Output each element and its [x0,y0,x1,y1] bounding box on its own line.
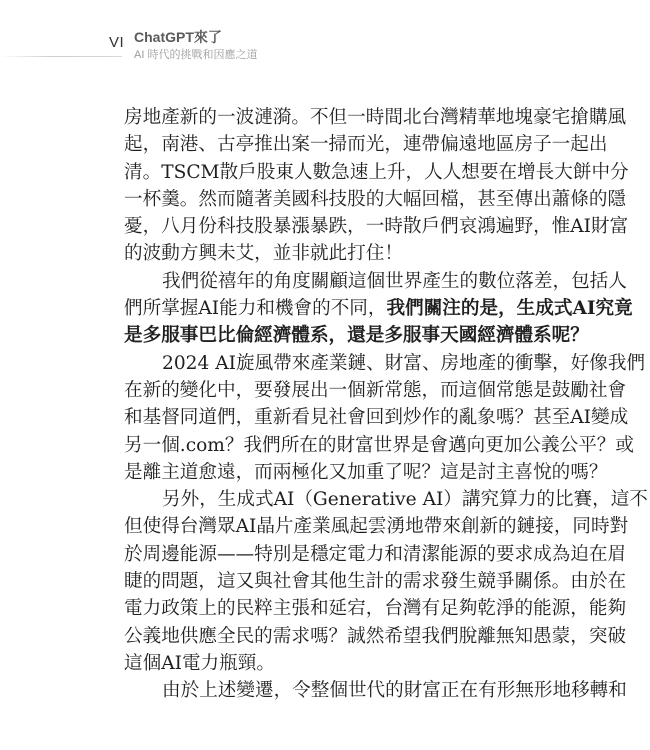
book-subtitle: AI 時代的挑戰和因應之道 [134,49,258,61]
text-line: 和基督同道們，重新看見社會回到炒作的亂象嗎？甚至AI變成 [124,407,629,429]
text-line: 於周邊能源——特別是穩定電力和清潔能源的要求成為迫在眉 [124,543,627,565]
paragraph-start-line: 另外，生成式AI（Generative AI）講究算力的比賽，這不 [162,489,648,511]
plain-text-span: 們所掌握AI能力和機會的不同， [124,298,387,320]
text-line-mixed [124,295,633,322]
text-line: 公義地供應全民的需求嗎？誠然希望我們脫離無知愚蒙，突破 [124,625,627,647]
text-line: 清。TSCM散戶股東人數急速上升，人人想要在增長大餅中分 [124,161,629,183]
text-line: 另一個.com？我們所在的財富世界是會邁向更加公義公平？或 [124,434,634,456]
text-line: 睫的問題，這又與社會其他生計的需求發生競爭關係。由於在 [124,571,627,593]
header-rule-divider [0,56,122,57]
text-line: 一杯羹。然而隨著美國科技股的大幅回檔，甚至傳出蕭條的隱 [124,188,627,210]
text-line: 憂，八月份科技股暴漲暴跌，一時散戶們哀鴻遍野，惟AI財富 [124,216,629,238]
text-line: 房地產新的一波漣漪。不但一時間北台灣精華地塊豪宅搶購風 [124,107,627,128]
text-line: 是離主道愈遠，而兩極化又加重了呢？這是討主喜悅的嗎？ [124,461,608,483]
text-line: 電力政策上的民粹主張和延宕，台灣有足夠乾淨的能源，能夠 [124,598,627,620]
text-line: 的波動方興未艾，並非就此打住！ [124,243,403,265]
page-number: VI [109,34,125,51]
body-text [124,104,648,705]
running-head [0,0,650,70]
text-line: 起，南港、古亭推出案一掃而光，連帶偏遠地區房子一起出 [124,134,608,156]
text-line: 但使得台灣眾AI晶片產業風起雲湧地帶來創新的鏈接，同時對 [124,516,629,538]
emphasis-text-line: 是多服事巴比倫經濟體系，還是多服事天國經濟體系呢？ [124,325,589,347]
book-title: ChatGPT來了 [134,29,222,45]
paragraph-start-line: 由於上述變遷，令整個世代的財富正在有形無形地移轉和 [162,680,627,702]
text-line: 這個AI電力瓶頸。 [124,652,275,674]
paragraph-start-line: 2024 AI旋風帶來產業鏈、財富、房地產的衝擊，好像我們 [162,352,646,374]
paragraph-start-line: 我們從禧年的角度關顧這個世界產生的數位落差，包括人 [162,270,627,292]
emphasis-text-span: 我們關注的是，生成式AI究竟 [386,298,633,320]
text-line: 在新的變化中，要發展出一個新常態，而這個常態是鼓勵社會 [124,379,627,401]
